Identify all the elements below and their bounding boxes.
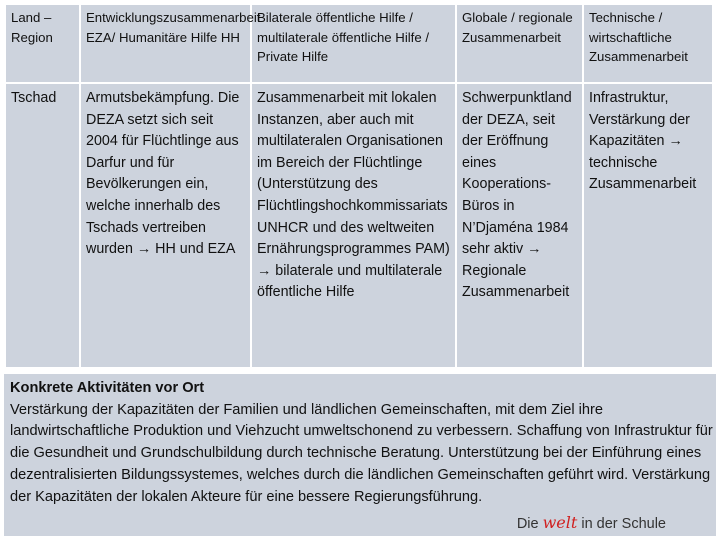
cell-global <box>456 83 583 368</box>
welt-in-der-schule-logo <box>517 513 666 532</box>
activities-heading: Konkrete Aktivitäten vor Ort <box>10 380 205 396</box>
activities-summary <box>4 374 716 536</box>
arrow-right-icon: → <box>668 133 683 150</box>
logo-text-accent: welt <box>542 513 578 532</box>
cell-eza-text: Armutsbekämpfung. Die DEZA setzt sich seit 2004 für Flüchtlinge aus Darfur und für Bevölkerungen ein, welche innerhalb des Tschads vertreiben wurden <box>86 90 240 258</box>
development-table <box>4 3 714 369</box>
header-global-regional: Globale / regionale Zusammenarbeit <box>456 4 583 83</box>
header-eza-hh: Entwicklungszusammenarbeit EZA/ Humanitäre Hilfe HH <box>80 4 251 83</box>
arrow-right-icon: → <box>257 262 272 279</box>
cell-bilateral-result: bilaterale und multilaterale öffentliche Hilfe <box>257 262 443 301</box>
cell-eza-result: HH und EZA <box>155 241 236 258</box>
header-bilateral: Bilaterale öffentliche Hilfe / multilaterale öffentliche Hilfe / Private Hilfe <box>251 4 456 83</box>
cell-technical <box>583 83 713 368</box>
cell-global-text: Schwerpunktland der DEZA, seit der Eröffnung eines Kooperations-Büros in N’Djaména 1984 sehr aktiv <box>462 90 572 258</box>
cell-eza <box>80 83 251 368</box>
header-land-region: Land – Region <box>5 4 80 83</box>
table-header-row <box>5 4 713 83</box>
cell-bilateral <box>251 83 456 368</box>
logo-text-pre: Die <box>516 516 543 532</box>
slide <box>4 3 712 536</box>
cell-technical-result: technische Zusammenarbeit <box>589 154 697 193</box>
cell-country: Tschad <box>5 83 80 368</box>
cell-technical-text: Infrastruktur, Verstärkung der Kapazitäten <box>589 90 690 150</box>
arrow-right-icon: → <box>527 241 542 258</box>
arrow-right-icon: → <box>136 241 152 258</box>
header-technical-economic: Technische / wirtschaftliche Zusammenarbeit <box>583 4 713 83</box>
activities-text: Verstärkung der Kapazitäten der Familien und ländlichen Gemeinschaften, mit dem Ziel ihre landwirtschaftliche Produktion und Viehzucht umweltschonend zu verbessern. Schaffung von Infrastruktur für die Gesundheit und Grundschulbildung durch technische Beratung. Unterstützung bei der Einführung eines dezentralisierten Bildungssystemes, welches durch die ländlichen Gemeinschaften geführt wird. Verstärkung der Kapazitäten der lokalen Akteure für eine bessere Regierungsführung. <box>10 401 713 505</box>
cell-global-result: Regionale Zusammenarbeit <box>462 262 570 301</box>
table-row <box>5 83 713 368</box>
cell-bilateral-text: Zusammenarbeit mit lokalen Instanzen, aber auch mit multilateralen Organisationen im Bereich der Flüchtlinge (Unterstützung des Flüchtlingshochkommissariats UNHCR und des weltweiten Ernährungsprogrammes PAM) <box>257 90 450 258</box>
logo-text-post: in der Schule <box>577 516 666 532</box>
